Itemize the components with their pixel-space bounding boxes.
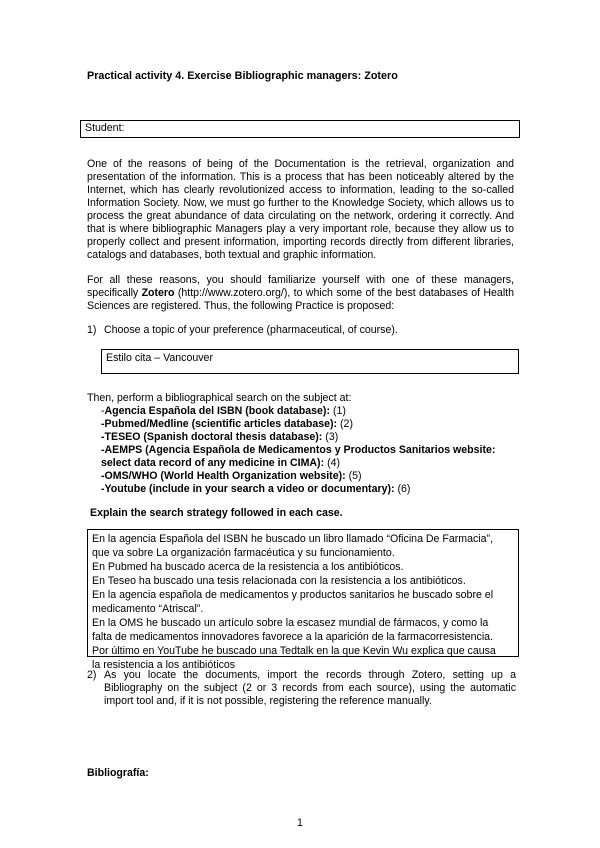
zotero-paragraph-after: (http://www.zotero.org/), to which some of the best databases of Health Sciences are registered. Thus, the following Practice is proposed: <box>87 287 515 312</box>
answer-box[interactable] <box>87 529 519 671</box>
answer-line: que va sobre La organización farmacéutica y su funcionamiento. <box>92 547 395 559</box>
source-item: -OMS/WHO (World Health Organization website): (5) <box>101 470 362 482</box>
student-label: Student: <box>85 122 125 134</box>
answer-line: En Pubmed ha buscado acerca de la resistencia a los antibióticos. <box>92 561 404 573</box>
page-title: Practical activity 4. Exercise Bibliographic managers: Zotero <box>87 70 398 82</box>
citation-style-text: Estilo cita – Vancouver <box>106 352 213 364</box>
answer-line: En la agencia Española del ISBN he buscado un libro llamado “Oficina De Farmacia”, <box>92 533 494 545</box>
source-item: -Pubmed/Medline (scientific articles database): (2) <box>101 418 353 430</box>
source-item: -Youtube (include in your search a video or documentary): (6) <box>101 483 411 495</box>
source-item: -Agencia Española del ISBN (book database): (1) <box>101 405 346 417</box>
student-field[interactable] <box>80 120 520 138</box>
intro-paragraph: One of the reasons of being of the Documentation is the retrieval, organization and presentation of the information. This is a process that has been noticeably altered by the Internet, which has clearly revolutionized access to information, leading to the so-called Information Society. Now, we must go further to the Knowledge Society, which allows us to process the great abundance of data circulating on the network, ordering it correctly. And that is where bibliographic Managers play a very important role, because they allow us to properly collect and present information, importing records directly from different libraries, catalogs and databases, both textual and graphic information. <box>87 158 514 261</box>
answer-line: la resistencia a los antibióticos <box>92 659 236 671</box>
zotero-paragraph-before: For all these reasons, you should familiarize yourself with one of these managers, specifically <box>87 274 514 299</box>
step-1-text: Choose a topic of your preference (pharmaceutical, of course). <box>104 324 398 336</box>
answer-line: Por último en YouTube he buscado una Tedtalk en la que Kevin Wu explica que causa <box>92 645 496 657</box>
step-2-number: 2) <box>87 669 97 681</box>
zotero-name: Zotero <box>141 287 175 299</box>
step-1 <box>87 324 517 337</box>
step-1-number: 1) <box>87 324 97 336</box>
explain-heading: Explain the search strategy followed in each case. <box>90 507 343 519</box>
step-2-text: As you locate the documents, import the records through Zotero, setting up a Bibliography on the subject (2 or 3 records from each source), using the automatic import tool and, if it is not possible, registering the reference manually. <box>104 669 516 707</box>
citation-style-box[interactable] <box>101 349 519 374</box>
answer-line: En la agencia española de medicamentos y productos sanitarios he buscado sobre el <box>92 589 494 601</box>
answer-line: En Teseo ha buscado una tesis relacionada con la resistencia a los antibióticos. <box>92 575 466 587</box>
answer-line: En la OMS he buscado un artículo sobre la escasez mundial de fármacos, y como la <box>92 617 489 629</box>
page-number: 1 <box>297 817 303 829</box>
zotero-paragraph <box>87 274 514 313</box>
source-item: -TESEO (Spanish doctoral thesis database): (3) <box>101 431 339 443</box>
answer-line: medicamento “Atriscal”. <box>92 603 204 615</box>
search-intro: Then, perform a bibliographical search on the subject at: <box>87 392 352 404</box>
bibliography-heading: Bibliografía: <box>87 767 149 779</box>
source-item: -AEMPS (Agencia Española de Medicamentos y Productos Sanitarios website: select data record of any medicine in CIMA): (4) <box>101 444 496 469</box>
source-list <box>101 405 521 496</box>
answer-line: falta de medicamentos innovadores favorece a la aparición de la farmacorresistencia. <box>92 631 494 643</box>
step-2 <box>87 669 519 707</box>
